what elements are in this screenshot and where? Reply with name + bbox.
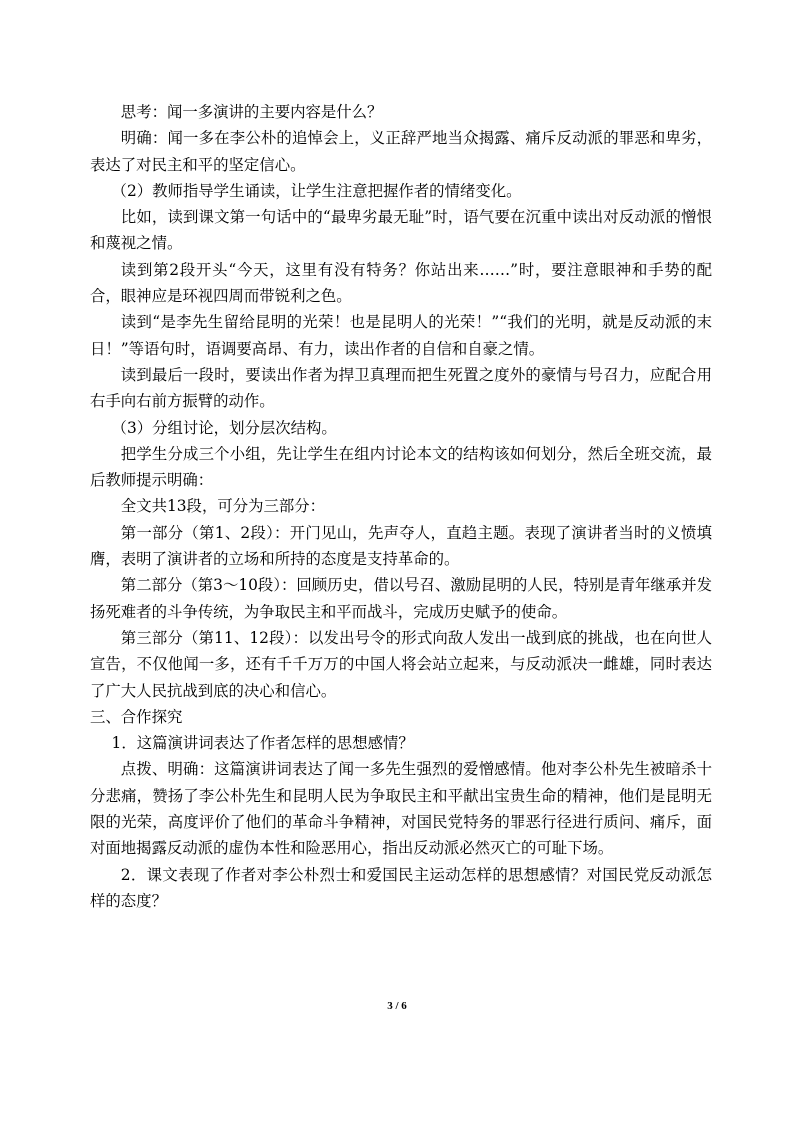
paragraph: 点拨、明确：这篇演讲词表达了闻一多先生强烈的爱憎感情。他对李公朴先生被暗杀十分悲痛，赞扬了李公朴先生和昆明人民为争取民主和平献出宝贵生命的精神，他们是昆明无限的光荣，高度评价了他们的革命斗争精神，对国民党特务的罪恶行径进行质问、痛斥，面对面地揭露反动派的虚伪本性和险恶用心，指出反动派必然灭亡的可耻下场。 (90, 760, 712, 858)
paragraph: （3）分组讨论，划分层次结构。 (111, 418, 337, 437)
question: 2．课文表现了作者对李公朴烈士和爱国民主运动怎样的思想感情？对国民党反动派怎样的态度？ (90, 865, 712, 910)
paragraph: 读到最后一段时，要读出作者为捍卫真理而把生死置之度外的豪情与号召力，应配合用右手向右前方振臂的动作。 (90, 365, 712, 411)
paragraph: 第一部分（第1、2段）：开门见山，先声夺人，直趋主题。表现了演讲者当时的义愤填膺，表明了演讲者的立场和所持的态度是支持革命的。 (90, 523, 712, 569)
paragraph: 第二部分（第3～10段）：回顾历史，借以号召、激励昆明的人民，特别是青年继承并发扬死难者的斗争传统，为争取民主和平而战斗，完成历史赋予的使命。 (90, 576, 712, 621)
paragraph: 读到第2段开头“今天，这里有没有特务？你站出来……”时，要注意眼神和手势的配合，眼神应是环视四周而带锐利之色。 (90, 260, 712, 306)
paragraph: 全文共13段，可分为三部分： (120, 497, 326, 516)
question: 1．这篇演讲词表达了作者怎样的思想感情？ (111, 734, 414, 753)
paragraph: 第三部分（第11、12段）：以发出号令的形式向敌人发出一战到底的挑战，也在向世人宣告，不仅他闻一多，还有千千万万的中国人将会站立起来，与反动派决一雌雄，同时表达了广大人民抗战到底的决心和信心。 (90, 628, 712, 700)
paragraph: （2）教师指导学生诵读，让学生注意把握作者的情绪变化。 (111, 181, 522, 200)
paragraph: 明确：闻一多在李公朴的追悼会上，义正辞严地当众揭露、痛斥反动派的罪恶和卑劣，表达了对民主和平的坚定信心。 (90, 129, 712, 174)
paragraph: 读到“是李先生留给昆明的光荣！也是昆明人的光荣！”“我们的光明，就是反动派的末日！”等语句时，语调要高昂、有力，读出作者的自信和自豪之情。 (90, 313, 712, 358)
section-heading: 三、合作探究 (90, 707, 183, 726)
paragraph: 比如，读到课文第一句话中的“最卑劣最无耻”时，语气要在沉重中读出对反动派的憎恨和蔑视之情。 (90, 208, 712, 253)
document-body (90, 99, 712, 914)
page-number: 3 / 6 (387, 1000, 407, 1012)
paragraph: 把学生分成三个小组，先让学生在组内讨论本文的结构该如何划分，然后全班交流，最后教师提示明确： (90, 444, 712, 490)
paragraph: 思考：闻一多演讲的主要内容是什么？ (120, 103, 383, 121)
